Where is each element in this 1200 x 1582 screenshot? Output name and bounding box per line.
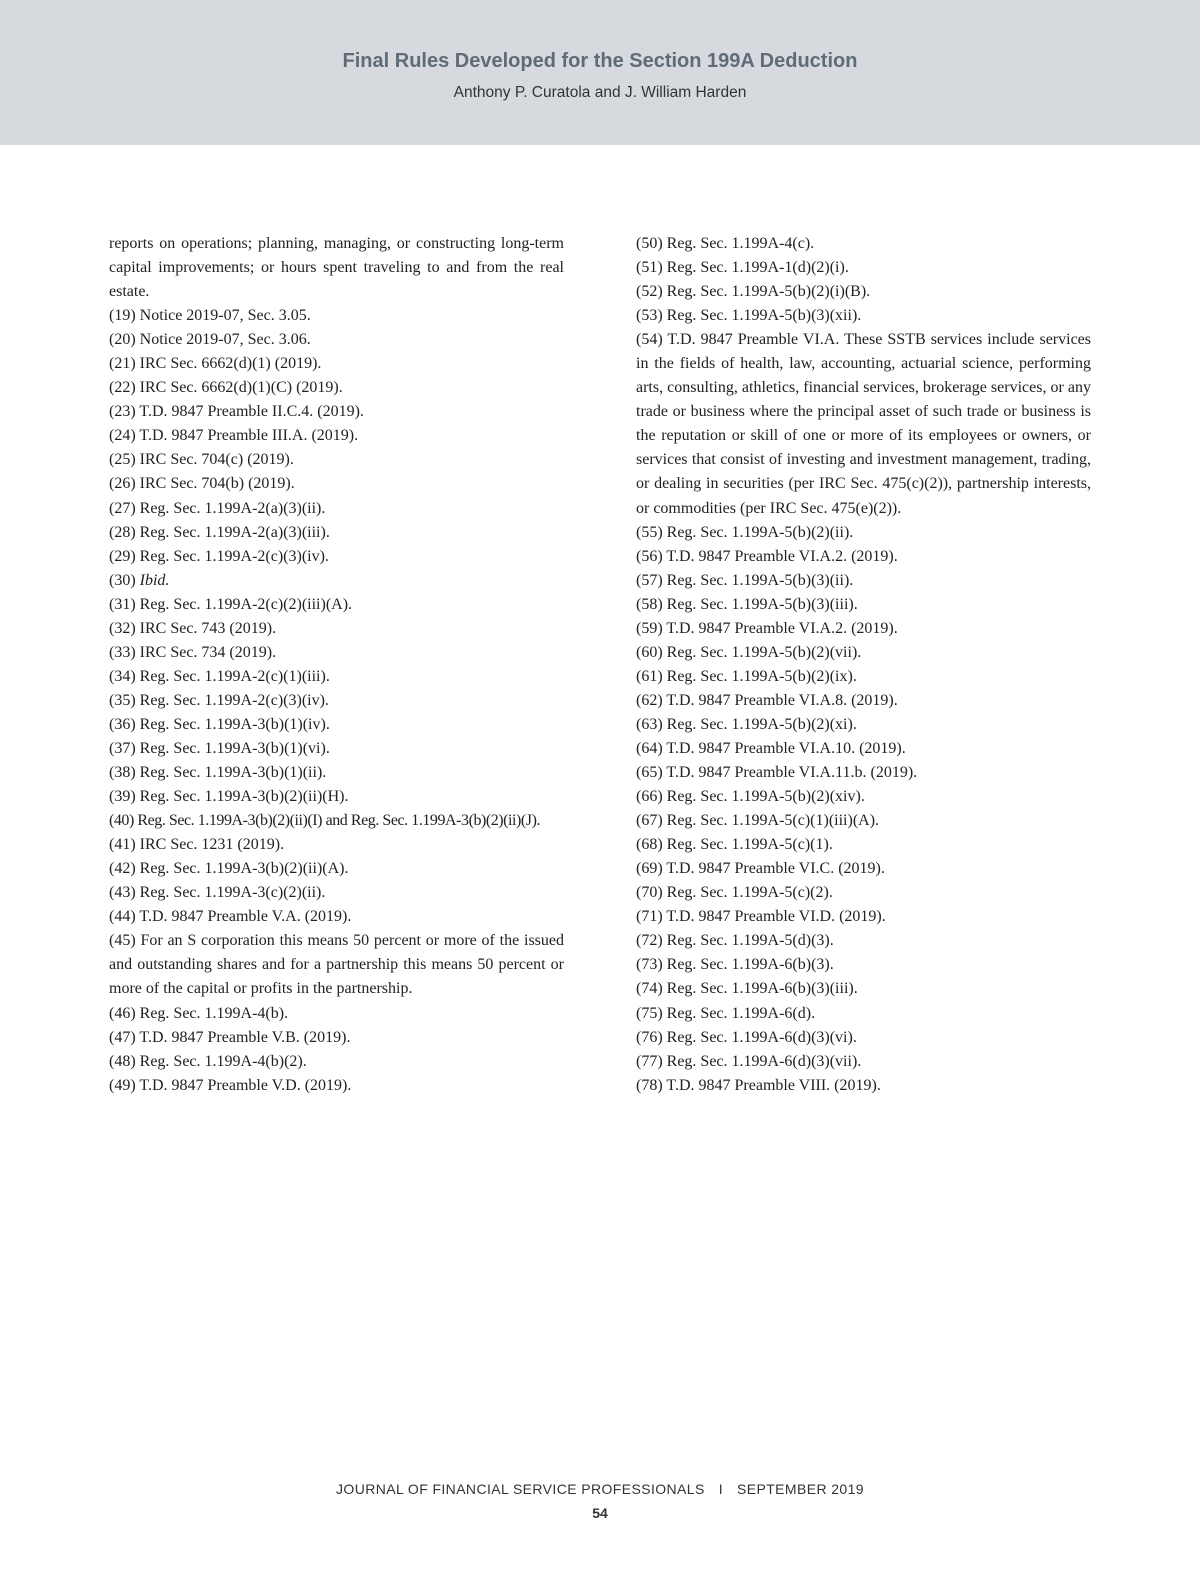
endnote-48: (48) Reg. Sec. 1.199A-4(b)(2).: [109, 1052, 307, 1070]
endnote-75: (75) Reg. Sec. 1.199A-6(d).: [636, 1004, 816, 1022]
endnote-43: (43) Reg. Sec. 1.199A-3(c)(2)(ii).: [109, 884, 326, 902]
endnote-78: (78) T.D. 9847 Preamble VIII. (2019).: [636, 1076, 881, 1094]
page-footer: [0, 1481, 1200, 1497]
endnote-52: (52) Reg. Sec. 1.199A-5(b)(2)(i)(B).: [636, 283, 871, 301]
endnote-58: (58) Reg. Sec. 1.199A-5(b)(3)(iii).: [636, 595, 858, 613]
endnote-56: (56) T.D. 9847 Preamble VI.A.2. (2019).: [636, 547, 898, 565]
endnote-49: (49) T.D. 9847 Preamble V.D. (2019).: [109, 1076, 352, 1094]
endnote-45: (45) For an S corporation this means 50 percent or more of the issued and outstanding shares and for a partnership this means 50 percent or more of the capital or profits in the partnership.: [109, 932, 564, 998]
page-header: [0, 0, 1200, 145]
endnote-54: (54) T.D. 9847 Preamble VI.A. These SSTB services include services in the fields of health, law, accounting, actuarial science, performing arts, consulting, athletics, financial services, brokerage services, or any trade or business where the principal asset of such trade or business is the reputation or skill of one or more of its employees or owners, or services that consist of investing and investment management, trading, or dealing in securities (per IRC Sec. 475(c)(2)), partnership interests, or commodities (per IRC Sec. 475(e)(2)).: [636, 331, 1091, 517]
endnote-22: (22) IRC Sec. 6662(d)(1)(C) (2019).: [109, 379, 343, 397]
endnote-32: (32) IRC Sec. 743 (2019).: [109, 619, 277, 637]
article-title: Final Rules Developed for the Section 199A Deduction: [342, 50, 858, 72]
endnote-71: (71) T.D. 9847 Preamble VI.D. (2019).: [636, 908, 886, 926]
endnote-39: (39) Reg. Sec. 1.199A-3(b)(2)(ii)(H).: [109, 788, 349, 806]
endnote-73: (73) Reg. Sec. 1.199A-6(b)(3).: [636, 956, 834, 974]
journal-name: JOURNAL OF FINANCIAL SERVICE PROFESSIONALS: [336, 1481, 705, 1497]
footer-separator: I: [718, 1481, 723, 1497]
endnote-28: (28) Reg. Sec. 1.199A-2(a)(3)(iii).: [109, 523, 330, 541]
endnote-42: (42) Reg. Sec. 1.199A-3(b)(2)(ii)(A).: [109, 860, 349, 878]
endnote-51: (51) Reg. Sec. 1.199A-1(d)(2)(i).: [636, 259, 849, 277]
endnote-72: (72) Reg. Sec. 1.199A-5(d)(3).: [636, 932, 834, 950]
endnote-36: (36) Reg. Sec. 1.199A-3(b)(1)(iv).: [109, 715, 330, 733]
endnote-20: (20) Notice 2019-07, Sec. 3.06.: [109, 331, 311, 349]
endnote-25: (25) IRC Sec. 704(c) (2019).: [109, 451, 294, 469]
endnote-40: (40) Reg. Sec. 1.199A-3(b)(2)(ii)(I) and Reg. Sec. 1.199A-3(b)(2)(ii)(J).: [109, 812, 541, 830]
article-authors: Anthony P. Curatola and J. William Harden: [453, 84, 747, 101]
endnote-70: (70) Reg. Sec. 1.199A-5(c)(2).: [636, 884, 833, 902]
endnote-55: (55) Reg. Sec. 1.199A-5(b)(2)(ii).: [636, 523, 854, 541]
endnote-35: (35) Reg. Sec. 1.199A-2(c)(3)(iv).: [109, 691, 329, 709]
endnote-41: (41) IRC Sec. 1231 (2019).: [109, 836, 285, 854]
endnote-29: (29) Reg. Sec. 1.199A-2(c)(3)(iv).: [109, 547, 329, 565]
endnotes-left-column: [109, 232, 564, 1098]
endnote-44: (44) T.D. 9847 Preamble V.A. (2019).: [109, 908, 352, 926]
endnote-77: (77) Reg. Sec. 1.199A-6(d)(3)(vii).: [636, 1052, 862, 1070]
endnote-30-ibid: Ibid.: [139, 571, 170, 589]
endnote-66: (66) Reg. Sec. 1.199A-5(b)(2)(xiv).: [636, 788, 865, 806]
endnote-68: (68) Reg. Sec. 1.199A-5(c)(1).: [636, 836, 833, 854]
endnote-65: (65) T.D. 9847 Preamble VI.A.11.b. (2019).: [636, 764, 918, 782]
endnote-27: (27) Reg. Sec. 1.199A-2(a)(3)(ii).: [109, 499, 326, 517]
endnote-61: (61) Reg. Sec. 1.199A-5(b)(2)(ix).: [636, 667, 857, 685]
endnote-31: (31) Reg. Sec. 1.199A-2(c)(2)(iii)(A).: [109, 595, 353, 613]
endnote-38: (38) Reg. Sec. 1.199A-3(b)(1)(ii).: [109, 764, 327, 782]
endnote-21: (21) IRC Sec. 6662(d)(1) (2019).: [109, 355, 322, 373]
endnote-64: (64) T.D. 9847 Preamble VI.A.10. (2019).: [636, 739, 906, 757]
endnote-47: (47) T.D. 9847 Preamble V.B. (2019).: [109, 1028, 351, 1046]
endnote-59: (59) T.D. 9847 Preamble VI.A.2. (2019).: [636, 619, 898, 637]
endnote-62: (62) T.D. 9847 Preamble VI.A.8. (2019).: [636, 691, 898, 709]
endnote-74: (74) Reg. Sec. 1.199A-6(b)(3)(iii).: [636, 980, 858, 998]
endnotes-right-column: [636, 232, 1091, 1098]
endnote-46: (46) Reg. Sec. 1.199A-4(b).: [109, 1004, 289, 1022]
endnote-24: (24) T.D. 9847 Preamble III.A. (2019).: [109, 427, 359, 445]
endnote-60: (60) Reg. Sec. 1.199A-5(b)(2)(vii).: [636, 643, 862, 661]
endnote-30-number: (30): [109, 571, 140, 589]
endnote-37: (37) Reg. Sec. 1.199A-3(b)(1)(vi).: [109, 739, 330, 757]
endnote-57: (57) Reg. Sec. 1.199A-5(b)(3)(ii).: [636, 571, 854, 589]
endnote-23: (23) T.D. 9847 Preamble II.C.4. (2019).: [109, 403, 364, 421]
endnote-34: (34) Reg. Sec. 1.199A-2(c)(1)(iii).: [109, 667, 330, 685]
endnote-67: (67) Reg. Sec. 1.199A-5(c)(1)(iii)(A).: [636, 812, 880, 830]
endnote-69: (69) T.D. 9847 Preamble VI.C. (2019).: [636, 860, 885, 878]
endnote-19: (19) Notice 2019-07, Sec. 3.05.: [109, 307, 311, 325]
endnote-33: (33) IRC Sec. 734 (2019).: [109, 643, 277, 661]
endnote-30: [109, 569, 564, 593]
endnote-53: (53) Reg. Sec. 1.199A-5(b)(3)(xii).: [636, 307, 862, 325]
endnote-50: (50) Reg. Sec. 1.199A-4(c).: [636, 235, 815, 252]
endnote-76: (76) Reg. Sec. 1.199A-6(d)(3)(vi).: [636, 1028, 857, 1046]
page-number: 54: [592, 1505, 608, 1521]
endnote-26: (26) IRC Sec. 704(b) (2019).: [109, 475, 295, 493]
issue-date: SEPTEMBER 2019: [737, 1481, 864, 1497]
endnote-63: (63) Reg. Sec. 1.199A-5(b)(2)(xi).: [636, 715, 857, 733]
endnote-continuation: reports on operations; planning, managing, or constructing long-term capital improvements; or hours spent traveling to and from the real estate.: [109, 235, 564, 301]
